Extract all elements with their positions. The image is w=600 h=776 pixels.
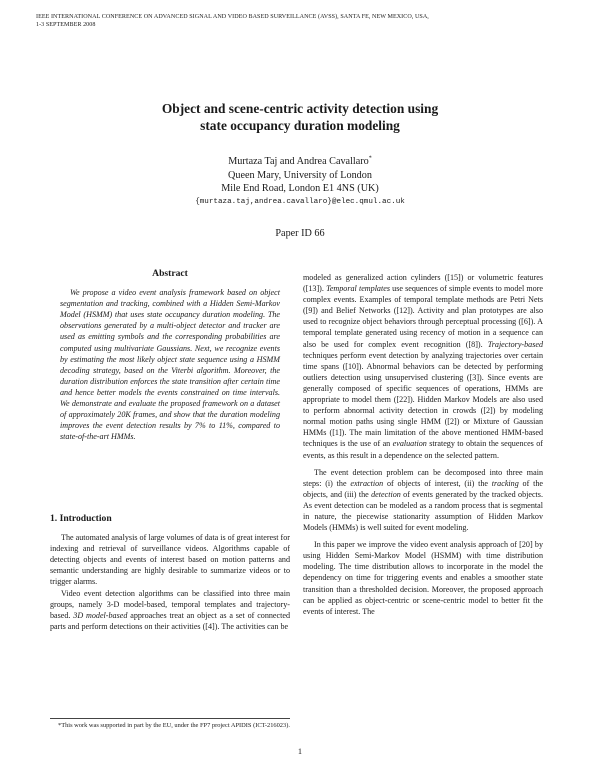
abstract-section [50, 268, 290, 442]
introduction-heading: 1. Introduction [50, 513, 112, 524]
footnote [50, 718, 290, 730]
header-line-1: IEEE INTERNATIONAL CONFERENCE ON ADVANCED SIGNAL AND VIDEO BASED SURVEILLANCE (AVSS), SANTA FE, NEW MEXICO, USA, [36, 14, 429, 20]
right-paragraph-1: modeled as generalized action cylinders ([15]) or volumetric features ([13]). Temporal templates use sequences of simple events to model more complex events. Examples of temporal template methods are Petri Nets ([9]) and Belief Networks ([12]). Activity and plan prototypes are also used to recognize object behaviors through perceptual processing ([6]). A temporal template generated using recency of motion in a sequence can also be used for complex event recognition ([8]). Trajectory-based techniques perform event detection by analyzing trajectories over certain time spans ([10]). Abnormal behaviors can be detected by performing outliers detection using unsupervised clustering ([3]). Since events are generally composed of specific sequences of operations, HMMs are appropriate to model them ([22]). Hidden Markov Models are also used to perform abnormal activity detection in crowds ([2]) by modeling normal motion paths using single HMM ([2]) or Mixture of Gaussian HMMs ([1]). The main limitation of the above mentioned HMM-based techniques is the use of an evaluation strategy to obtain the sequences of events, as this result in a dependence on the selected pattern. [303, 273, 544, 460]
author-block [0, 155, 600, 208]
page-number: 1 [297, 747, 303, 756]
right-paragraph-2: The event detection problem can be decomposed into three main steps: (i) the extraction of objects of interest, (ii) the tracking of the objects, and (iii) the detection of events generated by the tracked objects. As event detection can be modeled as a random process that is segmental in nature, the piecewise stationarity assumption of Hidden Markov Models (HMMs) is well suited for event modeling. [303, 467, 543, 533]
footnote-mark: * [368, 155, 372, 162]
affiliation-2: Mile End Road, London E1 4NS (UK) [221, 183, 379, 194]
right-column [303, 272, 543, 617]
right-paragraph-3: In this paper we improve the video event analysis approach of [20] by using Hidden Semi-Markov Model (HSMM) with time distribution modeling. The time distribution allows to incorporate in the model the dependency on time for triggering events and enables a smoother state transition than a thresholded decision. Moreover, the proposed approach can be applied as object-centric or scene-centric model to better fit the events of interest. The [303, 540, 543, 616]
intro-paragraph-1: The automated analysis of large volumes of data is of great interest for indexing and retrieval of surveillance videos. Algorithms capable of detecting objects and events of interest based on motion patterns and semantic understanding are highly desirable to summarize videos or to trigger alarms. [50, 533, 290, 587]
footnote-text: *This work was supported in part by the EU, under the FP7 project APIDIS (ICT-216023). [58, 722, 290, 729]
abstract-text: We propose a video event analysis framework based on object segmentation and tracking, combined with a Hidden Semi-Markov Model (HSMM) that uses state occupancy duration modeling. The observations generated by a multi-object detector and tracker are used as emitting symbols and the corresponding probabilities are computed using multivariate Gaussians. Next, we recognize events by estimating the most likely object state sequence using a HSMM decoding strategy, based on the Viterbi algorithm. Moreover, the duration distribution enforces the state transition after certain time and hence better models the events constrained on time intervals. We demonstrate and evaluate the proposed framework on a dataset of approximately 20K frames, and show that the duration modeling improves the event detection results by 7% to 11%, compared to state-of-the-art HMMs. [60, 288, 280, 442]
author-email: {murtaza.taj,andrea.cavallaro}@elec.qmul.ac.uk [195, 197, 405, 206]
paper-title [0, 100, 600, 134]
intro-paragraph-2: Video event detection algorithms can be classified into three main groups, namely 3-D model-based, temporal templates and trajectory-based. 3D model-based approaches treat an object as a set of connected parts and perform detections on their activities ([4]). The activities can be [50, 588, 290, 631]
abstract-body [50, 287, 290, 442]
header-line-2: 1-3 SEPTEMBER 2008 [36, 22, 96, 28]
affiliation-1: Queen Mary, University of London [228, 169, 372, 181]
author-names: Murtaza Taj and Andrea Cavallaro* [228, 155, 372, 167]
title-line-2: state occupancy duration modeling [200, 118, 400, 133]
conference-header [36, 13, 576, 29]
title-line-1: Object and scene-centric activity detection using [161, 101, 439, 116]
introduction-section [50, 513, 290, 632]
abstract-heading: Abstract [152, 268, 188, 279]
paper-id: Paper ID 66 [275, 228, 325, 239]
